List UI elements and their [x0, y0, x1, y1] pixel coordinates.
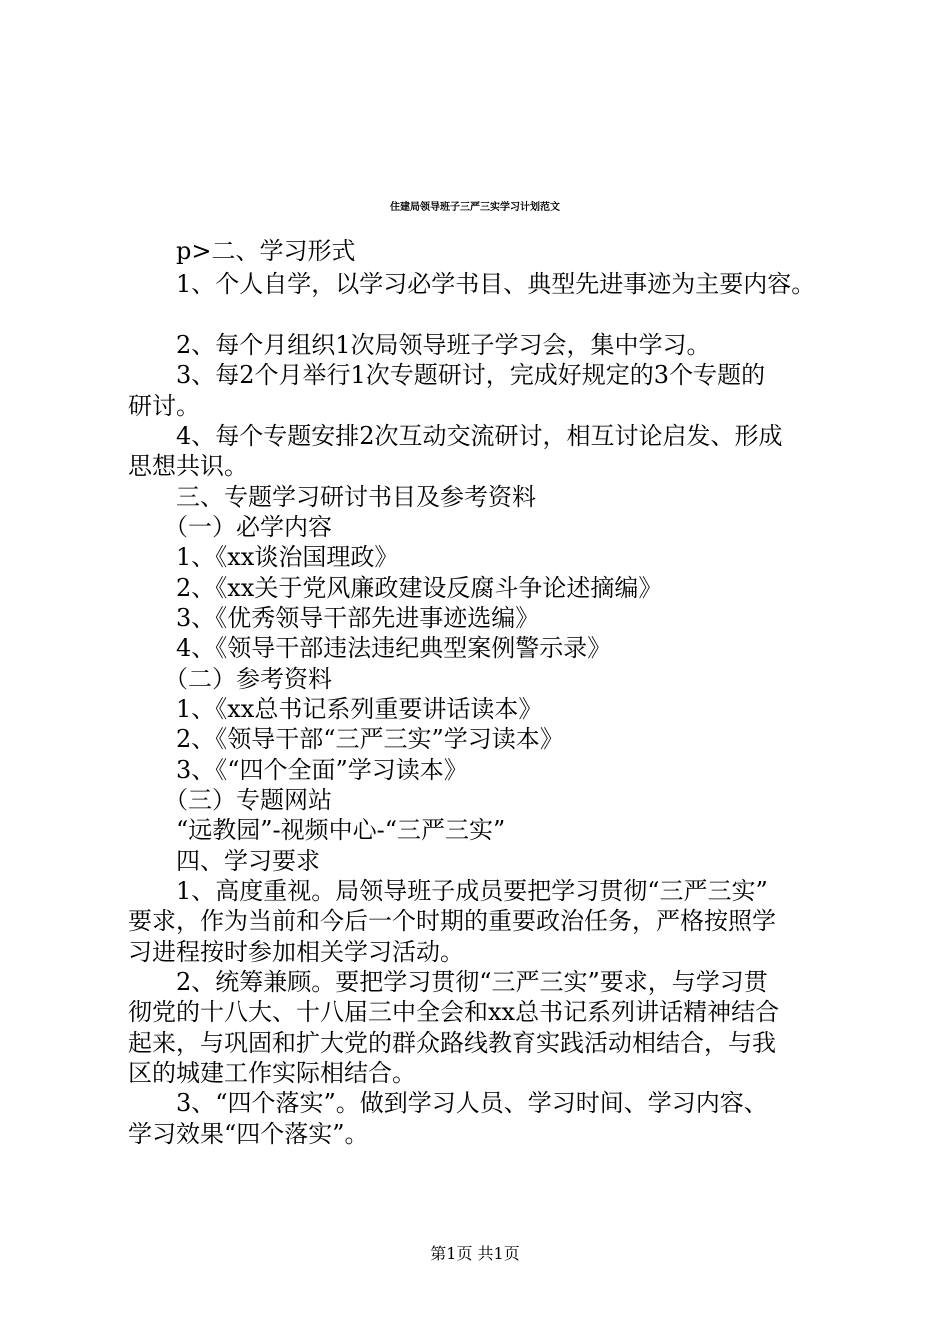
- body-line: “远教园”-视频中心-“三严三实”: [128, 816, 506, 844]
- body-line: 3、《“四个全面”学习读本》: [128, 756, 468, 784]
- body-line: 2、每个月组织1次局领导班子学习会，集中学习。: [128, 331, 711, 359]
- body-line: 2、《领导干部“三严三实”学习读本》: [128, 725, 564, 753]
- body-line: 要求，作为当前和今后一个时期的重要政治任务，严格按照学: [128, 907, 776, 935]
- body-line: 1、《xx谈治国理政》: [128, 543, 399, 571]
- body-line: 3、“四个落实”。做到学习人员、学习时间、学习内容、: [128, 1089, 768, 1117]
- body-line: 三、专题学习研讨书目及参考资料: [128, 483, 536, 511]
- body-line: 4、《领导干部违法违纪典型案例警示录》: [128, 634, 612, 662]
- body-line: 思想共识。: [128, 452, 248, 480]
- body-line: 1、《xx总书记系列重要讲话读本》: [128, 695, 543, 723]
- body-line: 学习效果“四个落实”。: [128, 1120, 369, 1148]
- body-line: 4、每个专题安排2次互动交流研讨，相互讨论启发、形成: [128, 422, 783, 450]
- body-line: 1、高度重视。局领导班子成员要把学习贯彻“三严三实”: [128, 877, 768, 905]
- body-line: p>二、学习形式: [128, 237, 356, 265]
- page-footer: 第1页 共1页: [430, 1244, 520, 1263]
- body-line: 2、《xx关于党风廉政建设反腐斗争论述摘编》: [128, 574, 663, 602]
- body-line: 四、学习要求: [128, 847, 320, 875]
- body-line: （二）参考资料: [128, 665, 332, 693]
- body-line: 区的城建工作实际相结合。: [128, 1059, 416, 1087]
- body-line: 习进程按时参加相关学习活动。: [128, 938, 464, 966]
- body-line: 起来，与巩固和扩大党的群众路线教育实践活动相结合，与我: [128, 1029, 776, 1057]
- body-line: 3、每2个月举行1次专题研讨，完成好规定的3个专题的: [128, 361, 766, 389]
- body-line: （三）专题网站: [128, 786, 332, 814]
- body-line: 1、个人自学，以学习必学书目、典型先进事迹为主要内容。: [128, 270, 816, 298]
- body-line: 彻党的十八大、十八届三中全会和xx总书记系列讲话精神结合: [128, 998, 780, 1026]
- page-title: 住建局领导班子三严三实学习计划范文: [390, 202, 560, 213]
- body-line: 研讨。: [128, 392, 200, 420]
- body-line: 2、统筹兼顾。要把学习贯彻“三严三实”要求，与学习贯: [128, 968, 768, 996]
- body-line: （一）必学内容: [128, 513, 332, 541]
- body-line: 3、《优秀领导干部先进事迹选编》: [128, 604, 540, 632]
